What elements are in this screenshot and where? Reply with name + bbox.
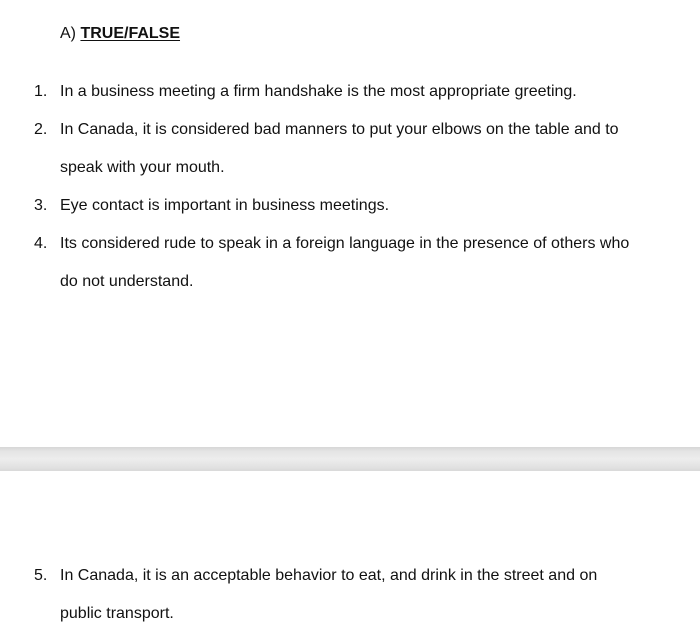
question-text [60,187,660,225]
question-number: 1. [34,83,48,100]
question-text-line: In Canada, it is considered bad manners to put your elbows on the table and to [60,121,619,138]
question-text-line: In Canada, it is an acceptable behavior to eat, and drink in the street and on [60,567,598,584]
question-text-line: speak with your mouth. [60,159,225,176]
question-text [60,111,660,187]
question-text-line: Eye contact is important in business meetings. [60,197,390,214]
question-text [60,225,660,301]
question-number: 3. [34,197,48,214]
question-number: 4. [34,235,48,252]
question-number: 5. [34,567,48,584]
question-text-line: Its considered rude to speak in a foreign language in the presence of others who [60,235,630,252]
section-title: TRUE/FALSE [80,25,181,42]
question-text [60,73,660,111]
section-prefix: A) [60,25,76,42]
question-number: 2. [34,121,48,138]
section-heading [60,24,180,44]
question-text [60,557,660,633]
page-break-divider [0,447,700,471]
question-text-line: do not understand. [60,273,194,290]
question-text-line: In a business meeting a firm handshake is the most appropriate greeting. [60,83,577,100]
question-text-line: public transport. [60,605,174,622]
